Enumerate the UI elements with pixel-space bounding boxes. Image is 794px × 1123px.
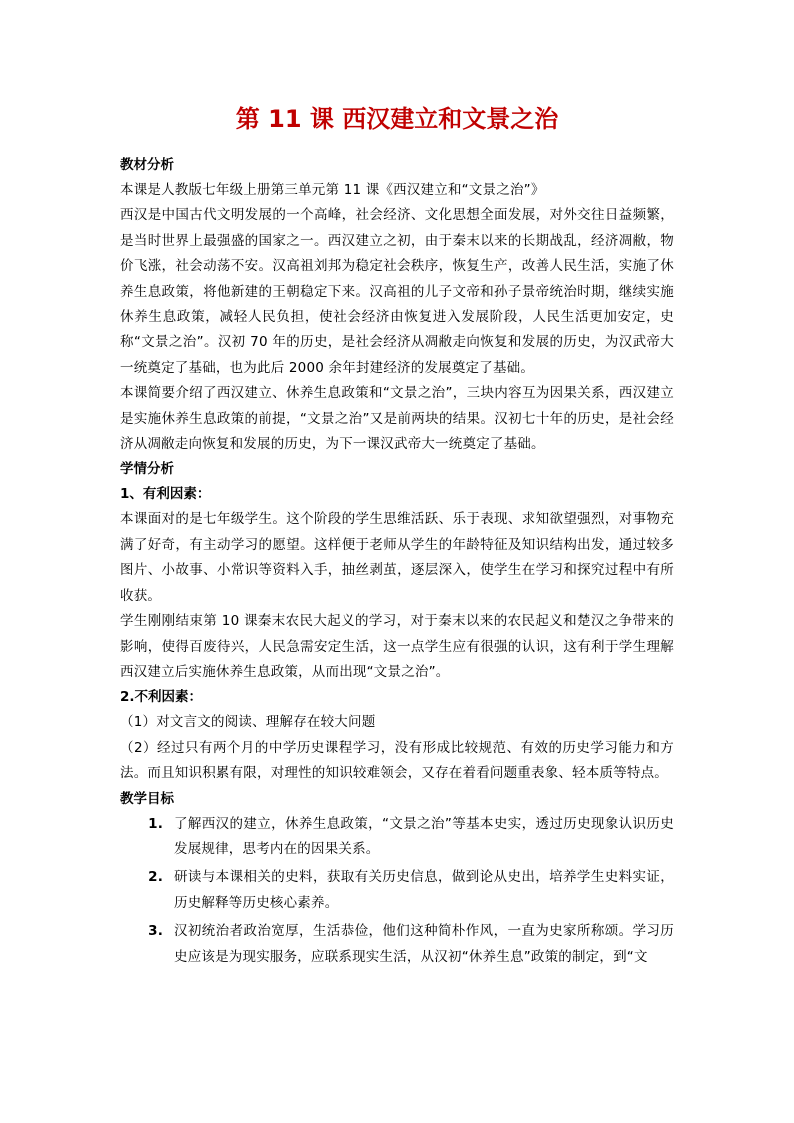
subheading-favorable: 1、有利因素： [120,486,211,503]
paragraph: 本课面对的是七年级学生。这个阶段的学生思维活跃、乐于表现、求知欲望强烈，对事物充满了好奇，有主动学习的愿望。这样便于老师从学生的年龄特征及知识结构出发，通过较多图片、小故事、小常识等资料入手，抽丝剥茧，逐层深入，使学生在学习和探究过程中有所收获。 [120,511,674,604]
section-heading-goals: 教学目标 [120,790,174,807]
page-title: 第 11 课 西汉建立和文景之治 [235,105,559,133]
paragraph: 西汉是中国古代文明发展的一个高峰，社会经济、文化思想全面发展，对外交往日益频繁，是当时世界上最强盛的国家之一。西汉建立之初，由于秦末以来的长期战乱，经济凋敝，物价飞涨，社会动荡不安。汉高祖刘邦为稳定社会秩序，恢复生产，改善人民生活，实施了休养生息政策，将他新建的王朝稳定下来。汉高祖的儿子文帝和孙子景帝统治时期，继续实施休养生息政策，减轻人民负担，使社会经济由恢复进入发展阶段，人民生活更加安定，史称“文景之治”。汉初 70 年的历史，是社会经济从凋敝走向恢复和发展的历史，为汉武帝大一统奠定了基础，也为此后 2000 余年封建经济的发展奠定了基础。 [120,207,674,376]
paragraph: 本课简要介绍了西汉建立、休养生息政策和“文景之治”，三块内容互为因果关系，西汉建立是实施休养生息政策的前提，“文景之治”又是前两块的结果。汉初七十年的历史，是社会经济从凋敝走向恢复和发展的历史，为下一课汉武帝大一统奠定了基础。 [120,385,674,453]
list-item: 1. 了解西汉的建立，休养生息政策，“文景之治”等基本史实，透过历史现象认识历史发展规律，思考内在的因果关系。 [168,812,674,863]
paragraph: 学生刚刚结束第 10 课秦末农民大起义的学习，对于秦末以来的农民起义和楚汉之争带来的影响，使得百废待兴，人民急需安定生活，这一点学生应有很强的认识，这有利于学生理解西汉建立后实施休养生息政策，从而出现“文景之治”。 [120,613,674,680]
section-heading-material: 教材分析 [120,157,174,173]
subheading-unfavorable: 2.不利因素： [120,689,203,706]
list-item: 3. 汉初统治者政治宽厚，生活恭俭，他们这种简朴作风，一直为史家所称颂。学习历史应该是为现实服务，应联系现实生活，从汉初“休养生息”政策的制定，到“文 [168,919,674,970]
goals-list [120,812,674,970]
paragraph: （1）对文言文的阅读、理解存在较大问题 [120,714,376,731]
list-item: 2. 研读与本课相关的史料，获取有关历史信息，做到论从史出，培养学生史料实证，历史解释等历史核心素养。 [168,865,674,916]
section-heading-student: 学情分析 [120,461,174,478]
paragraph: 本课是人教版七年级上册第三单元第 11 课《西汉建立和“文景之治”》 [120,182,545,198]
paragraph: （2）经过只有两个月的中学历史课程学习，没有形成比较规范、有效的历史学习能力和方法。而且知识积累有限，对理性的知识较难领会，又存在着看问题重表象、轻本质等特点。 [120,739,674,782]
